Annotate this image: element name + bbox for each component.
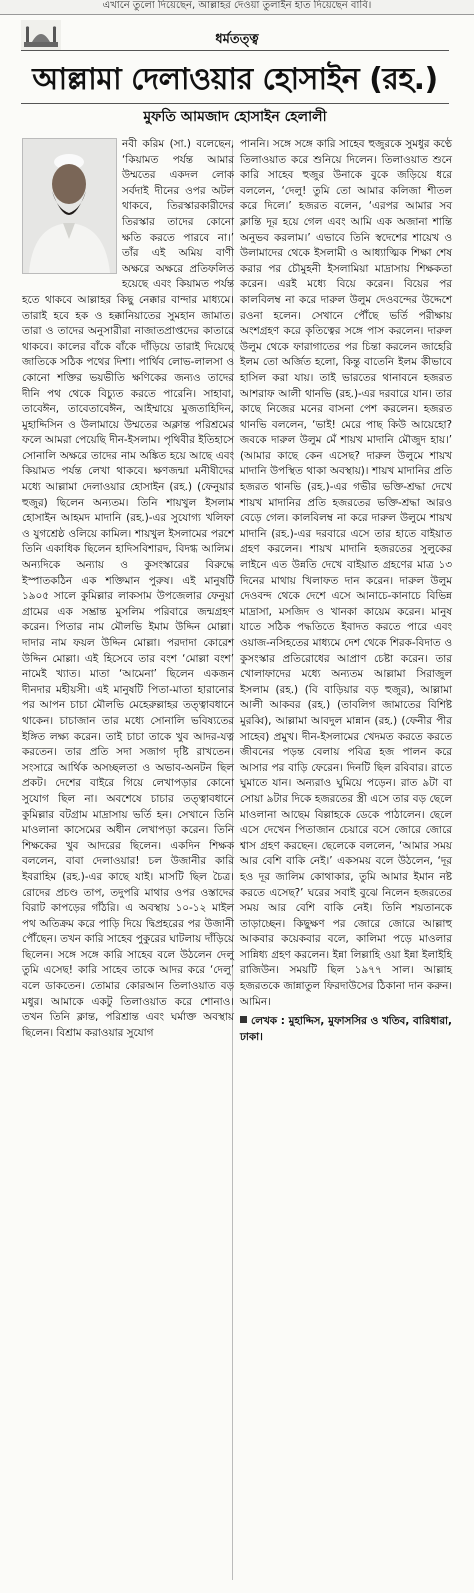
top-strip-text: এখানে তুলো দিয়েছেন, আল্লাহর দেওয়া তুলাইন হাত দিয়েছেন বাবি। [0,0,474,15]
bullet-square-icon [240,1016,247,1023]
divider [21,50,449,51]
article-text-left: নবী করিম (সা.) বলেছেন, ‘কিয়ামত পর্যন্ত আমার উম্মতের একদল লোক সর্বদাই দীনের ওপর অটল থাকবে, তিরস্কারকারীদের তিরস্কার তাদের কোনো ক্ষতি করতে পারবে না।’ তাঁর এই অমিয় বাণী অক্ষরে অক্ষরে প্রতিফলিত হয়েছে এবং কিয়ামত পর্যন্ত হতে থাকবে আল্লাহর কিছু নেক্কার বান্দার মাধ্যমে। তারাই হবে হক ও হক্কানিয়াতের সুমহান জামাত। তারা ও তাদের অনুসারীরা নাজাতপ্রাপ্তদের কাতারে থাকবে। কালের বাঁকে বাঁকে দাঁড়িয়ে তারাই দিয়েছে জাতিকে সঠিক পথের দিশা। পার্থিব লোভ-লালসা ও কোনো শক্তির ভয়ভীতি ক্ষণিকের জন্যও তাদের দীনি পথ থেকে বিচ্যুত করতে পারেনি। সাহাবা, তাবেঈন, তাবেতাবেঈন, আইম্মায়ে মুজতাহিদিন, মুহাদ্দিসিন ও উলামায়ে উম্মতের অক্লান্ত পরিশ্রমের ফলে আমরা পেয়েছি দীন-ইসলাম। পৃথিবীর ইতিহাসে সোনালি অক্ষরে তাদের নাম অঙ্কিত হয়ে আছে এবং কিয়ামত পর্যন্ত লেখা থাকবে। ক্ষণজন্মা মনীষীদের মধ্যে আল্লামা দেলাওয়ার হোসাইন (রহ.) (ফেনুয়ার হুজুর) ছিলেন অন্যতম। তিনি শায়খুল ইসলাম হোসাইন আহমদ মাদানি (রহ.)-এর সুযোগ্য খলিফা ও যুগশ্রেষ্ঠ ওলিয়ে কামিল। শায়খুল ইসলামের পরশে তিনি একাধিক ছিলেন হাদিসবিশারদ, বিদগ্ধ আলিম। অন্যদিকে অন্যায় ও কুসংস্কারের বিরুদ্ধে ইস্পাতকঠিন এক শক্তিমান পুরুষ। এই মানুষটি ১৯০৫ সালে কুমিল্লার লাকসাম উপজেলার ফেনুয়া গ্রামের এক সম্ভ্রান্ত মুসলিম পরিবারে জন্মগ্রহণ করেন। পিতার নাম মৌলভি ইমাম উদ্দিন মোল্লা। দাদার নাম ফয়ল উদ্দিন মোল্লা। পরদাদা কোরেশ উদ্দিন মোল্লা। এই হিসেবে তার বংশ ‘মোল্লা বংশ’ নামেই খ্যাত। মাতা ‘আমেনা’ ছিলেন একজন দীনদার মহীয়সী। এই মানুষটি পিতা-মাতা হারানোর পর আপন চাচা মৌলভি মেহেরুল্লাহর তত্ত্বাবধানে থাকেন। চাচাজান তার মধ্যে সোনালি ভবিষ্যতের ইঙ্গিত লক্ষ্য করেন। তাই চাচা তাকে খুব আদর-যত্ন করতেন। তার প্রতি সদা সজাগ দৃষ্টি রাখতেন। সংসারে আর্থিক অসচ্ছলতা ও অভাব-অনটন ছিল প্রকট। দেশের বাইরে গিয়ে লেখাপড়ার কোনো সুযোগ ছিল না। অবশেষে চাচার তত্ত্বাবধানে কুমিল্লার বটগ্রাম মাদ্রাসায় ভর্তি হন। সেখানে তিনি মাওলানা কাসেমের অধীন লেখাপড়া করেন। তিনি শিক্ষকের খুব আদরের ছিলেন। একদিন শিক্ষক বললেন, বাবা দেলাওয়ার! চল উজানীর কারি ইবরাহিম (রহ.)-এর কাছে যাই। মাসটি ছিল চৈত্র। রোদের প্রচণ্ড তাপ, তদুপরি মাথার ওপর ওস্তাদের বিরাট কাপড়ের গাঁঠরি। এ অবস্থায় ১০-১২ মাইল পথ অতিক্রম করে পাড়ি দিয়ে দ্বিপ্রহরের পর উজানী পৌঁছেন। তখন কারি সাহেব পুকুরের ঘাটলায় দাঁড়িয়ে ছিলেন। সঙ্গে সঙ্গে কারি সাহেব বলে উঠলেন দেলু তুমি এসেছ! কারি সাহেব তাকে আদর করে ‘দেলু’ বলে ডাকতেন। তোমার কোরআন তিলাওয়াত বড় মধুর। আমাকে একটু তিলাওয়াত করে শোনাও। তখন তিনি ক্লান্ত, পরিশ্রান্ত এবং ঘর্মাক্ত অবস্থায় ছিলেন। বিশ্রাম করাওয়ার সুযোগ [22,138,234,1039]
photo-wrap-space [22,137,122,281]
article-column-left [22,137,234,1041]
article-byline: মুফতি আমজাদ হোসাইন হেলালী [143,109,327,125]
writer-credit [240,1014,452,1045]
article-headline: আল্লামা দেলাওয়ার হোসাইন (রহ.) [32,62,438,97]
section-label: ধর্মতত্ত্ব [215,32,259,47]
writer-credit-text: লেখক : মুহাদ্দিস, মুফাসসির ও খতিব, বারিধারা, ঢাকা। [240,1015,452,1043]
article-column-right [240,137,452,1045]
divider [21,103,449,104]
article-text-right: পাননি। সঙ্গে সঙ্গে কারি সাহেব হুজুরকে সুমধুর কণ্ঠে তিলাওয়াত করে শুনিয়ে দিলেন। তিলাওয়াত শুনে কারি সাহেব হুজুর উনাকে বুকে জড়িয়ে ধরে বললেন, ‘দেলু! তুমি তো আমার কলিজা শীতল করে দিলে।’ হজরত বলেন, ‘এরপর আমার সব ক্লান্তি দূর হয়ে গেল এবং আমি এক অজানা শান্তি অনুভব করলাম।’ এভাবে তিনি স্বদেশের শায়েখ ও উলামাদের থেকে ইসলামী ও আধ্যাত্মিক শিক্ষা শেষ করার পর চৌমুহনী ইসলামিয়া মাদ্রাসায় শিক্ষকতা করেন। এরই মধ্যে বিয়ে করেন। বিয়ের পর কালবিলম্ব না করে দারুল উলুম দেওবন্দের উদ্দেশে রওনা হলেন। সেখানে পৌঁছে ভর্তি পরীক্ষায় অংশগ্রহণ করে কৃতিত্বের সঙ্গে পাস করলেন। দারুল উলুম থেকে ফারাগাতের পর চিন্তা করলেন জাহেরি ইলম তো অর্জিত হলো, কিন্তু বাতেনি ইলম কীভাবে হাসিল করা যায়। তাই ভারতের থানাবনে হজরত আশরাফ আলী থানভি (রহ.)-এর দরবারে যান। তার কাছে নিজের মনের বাসনা পেশ করলেন। হজরত থানভি বললেন, ‘ভাই! মেরে পাছ কিউ আয়েহো? জবকে দারুল উলুম মেঁ শায়খ মাদানি মৌজুদ হায়।’ (আমার কাছে কেন এসেছ? দারুল উলুমে শায়খ মাদানি উপস্থিত থাকা অবস্থায়)। শায়খ মাদানির প্রতি হজরত থানভি (রহ.)-এর গভীর ভক্তি-শ্রদ্ধা দেখে শায়খ মাদানির প্রতি হজরতের ভক্তি-শ্রদ্ধা আরও বেড়ে গেল। কালবিলম্ব না করে দারুল উলুমে শায়খ মাদানি (রহ.)-এর দরবারে এসে তার হাতে বাইয়াত গ্রহণ করলেন। শায়খ মাদানি হজরতের সুলুকের লাইনে এত উন্নতি দেখে বাইয়াত গ্রহণের মাত্র ১৩ দিনের মাথায় খিলাফত দান করেন। দারুল উলুম দেওবন্দ থেকে দেশে এসে আনাচে-কানাচে বিভিন্ন মাদ্রাসা, মসজিদ ও খানকা কায়েম করেন। মানুষ যাতে সঠিক পদ্ধতিতে ইবাদত করতে পারে এবং ওয়াজ-নসিহতের মাধ্যমে দেশ থেকে শিরক-বিদাত ও কুসংস্কার প্রতিরোধের আপ্রাণ চেষ্টা করেন। তার খোলাফাদের মধ্যে অন্যতম আল্লামা সিরাজুল ইসলাম (রহ.) (বি বাড়িয়ার বড় হুজুর), আল্লামা আলী আকবর (রহ.) (তাবলিগ জামাতের বিশিষ্ট মুরব্বি), আল্লামা আবদুল মান্নান (রহ.) (ফেনীর পীর সাহেব) প্রমুখ। দীন-ইসলামের খেদমত করতে করতে জীবনের পড়ন্ত বেলায় পবিত্র হজ পালন করে আসার পর বাড়ি ফেরেন। দিনটি ছিল রবিবার। রাতে ঘুমাতে যান। অন্যরাও ঘুমিয়ে পড়েন। রাত ৯টা বা সোয়া ৯টার দিকে হজরতের স্ত্রী এসে তার বড় ছেলে মাওলানা আছেম বিল্লাহকে ডেকে পাঠালেন। ছেলে এসে দেখেন পিতাজান চেয়ারে বসে জোরে জোরে শ্বাস গ্রহণ করছেন। ছেলেকে বললেন, ‘আমার সময় আর বেশি বাকি নেই।’ একসময় বলে উঠলেন, ‘দূর হও দূর জালিম কোথাকার, তুমি আমার ইমান নষ্ট করতে এসেছ?’ ঘরের সবাই বুঝে নিলেন হজরতের সময় আর বেশি বাকি নেই। তিনি শয়তানকে তাড়াচ্ছেন। কিছুক্ষণ পর জোরে জোরে আল্লাহু আকবার কয়েকবার বলে, কালিমা পড়ে মাওলার সান্নিধ্য গ্রহণ করলেন। ইন্না লিল্লাহি ওয়া ইন্না ইলাইহি রাজিউন। সময়টি ছিল ১৯৭৭ সাল। আল্লাহ হজরতকে জান্নাতুল ফিরদাউসের ঠিকানা দান করুন। আমিন। [240,138,452,1008]
